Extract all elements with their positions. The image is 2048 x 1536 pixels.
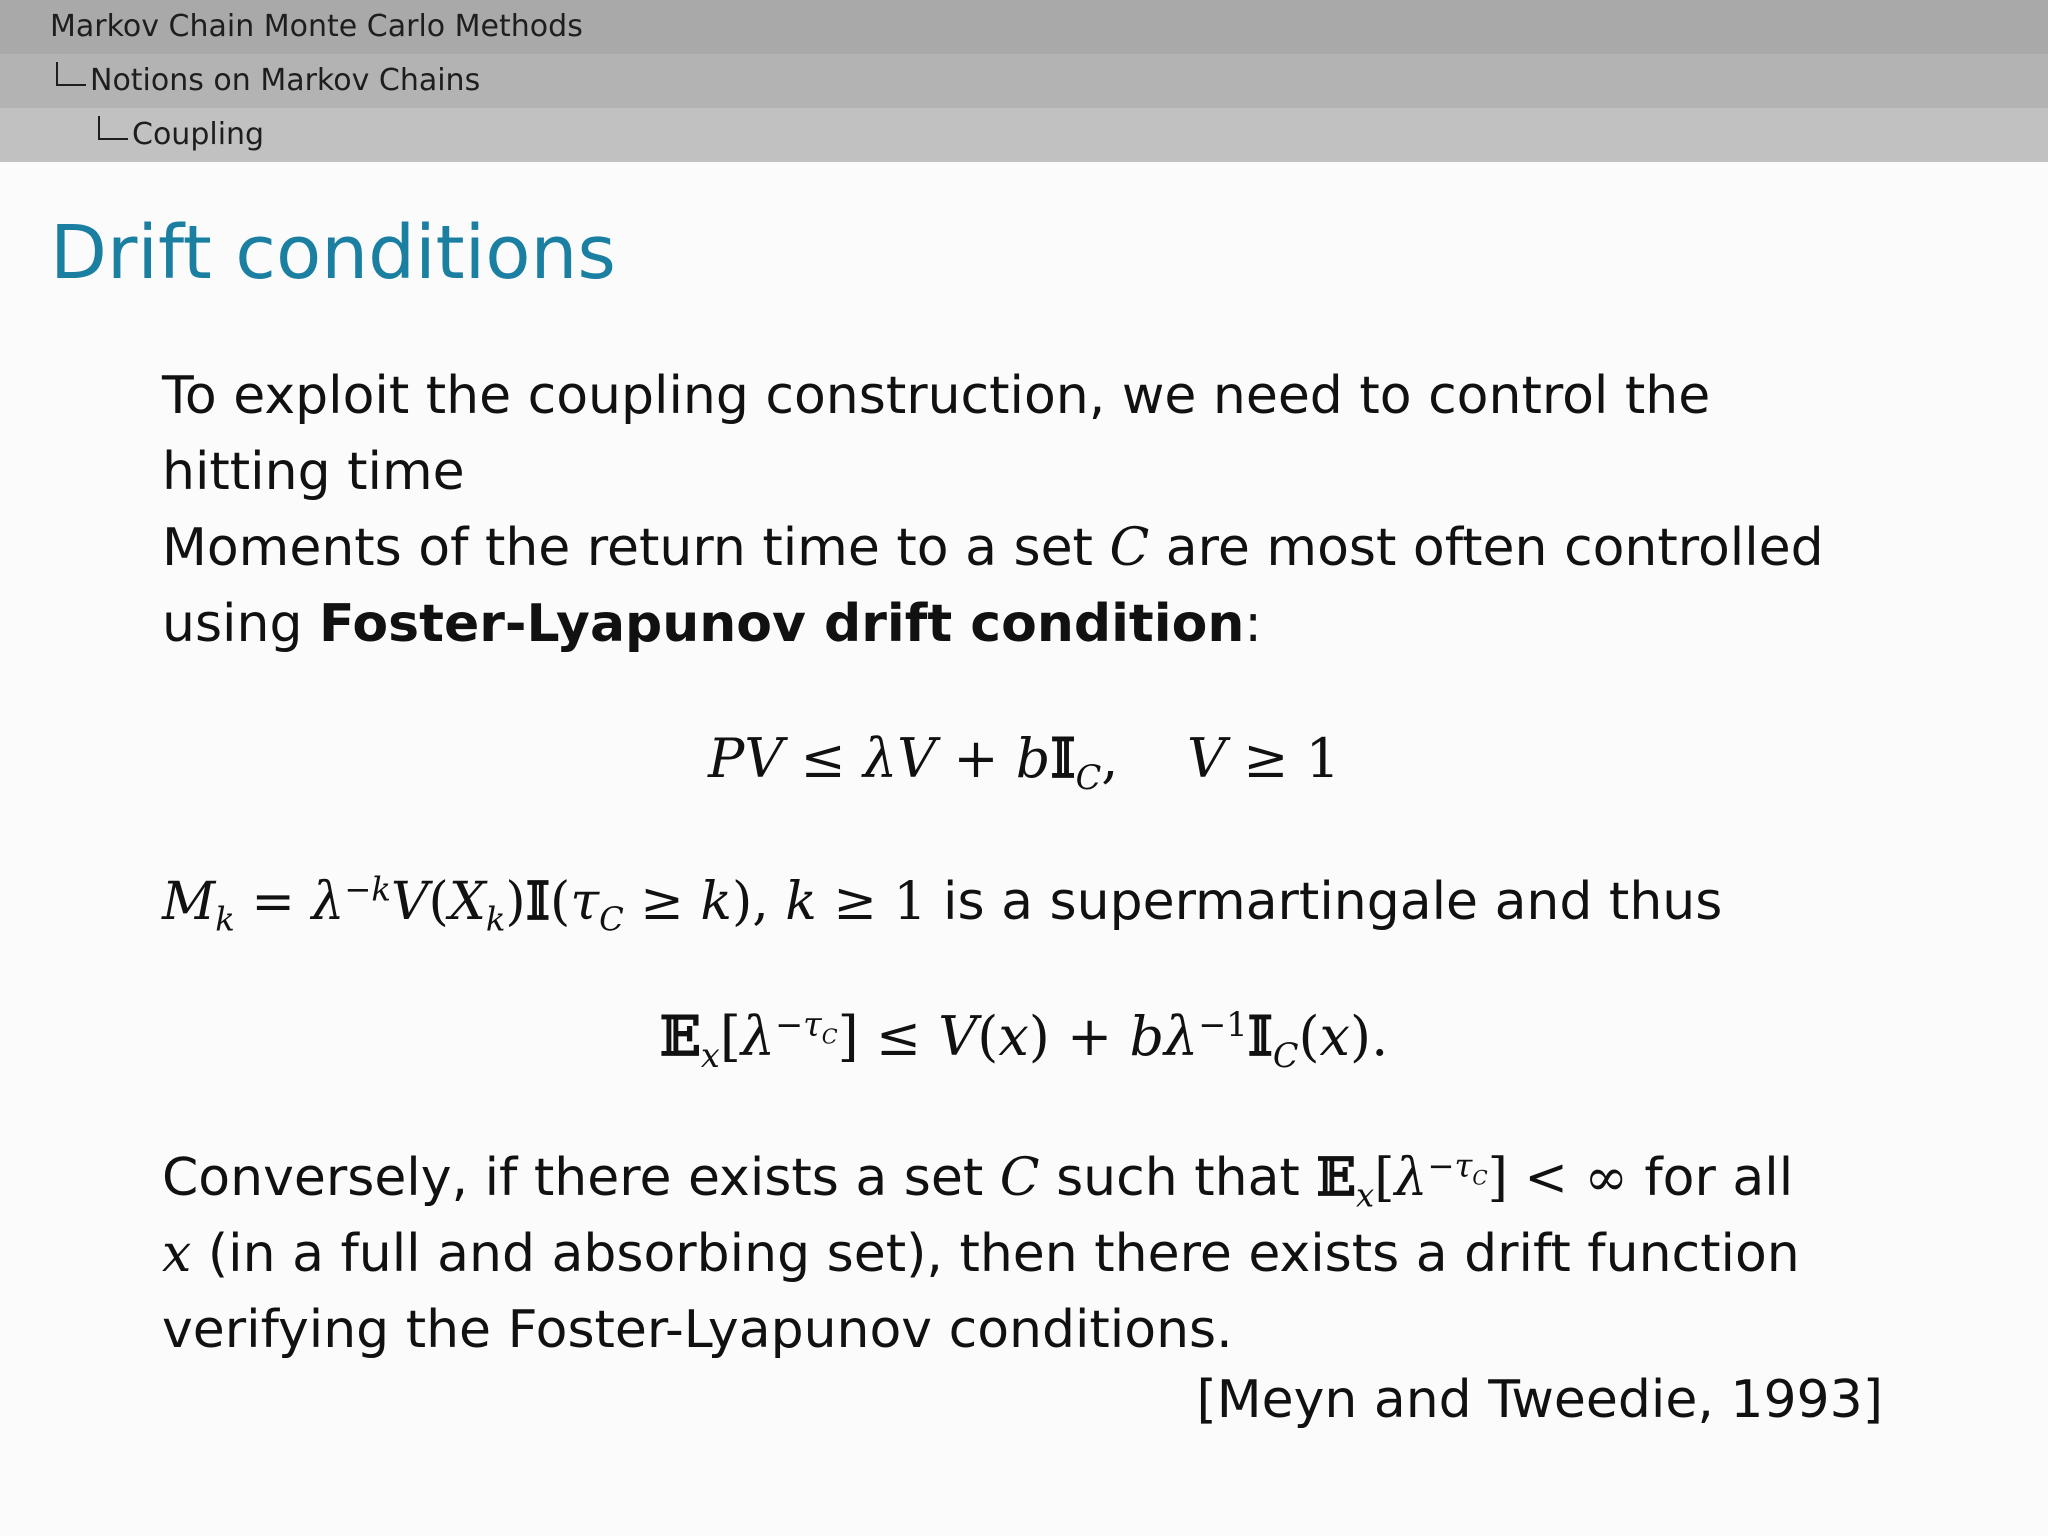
supermartingale-text: is a supermartingale and thus	[926, 872, 1723, 932]
math-Mk: $M_k$ = $\lambda^{-k}V(X_k)𝕀(\tau_C \ge k)$, k ≥ 1	[162, 870, 927, 939]
paragraph-conversely	[162, 1140, 1882, 1368]
breadcrumb-level1	[0, 0, 2048, 54]
paragraph-moments	[162, 510, 1882, 662]
paragraph-moments-colon: :	[1244, 594, 1262, 654]
breadcrumb-level1-label: Markov Chain Monte Carlo Methods	[50, 9, 583, 44]
tree-corner-icon	[98, 116, 128, 140]
citation: [Meyn and Tweedie, 1993]	[1196, 1370, 1883, 1430]
paragraph-supermartingale	[162, 864, 1962, 940]
math-C: C	[1109, 518, 1150, 578]
conversely-text-d: (in a full and absorbing set), then there exists a drift function verifying the Foster-Lyapunov conditions.	[162, 1224, 1800, 1360]
equation-expectation: $𝔼_x[\lambda^{-\tau_C}] \le V(x)$ + $b\lambda^{-1}𝕀_C(x)$.	[659, 1004, 1389, 1075]
breadcrumb-level2	[0, 54, 2048, 108]
equation-drift: PV ≤ λV + b𝕀$_C$, V ≥ 1	[708, 726, 1340, 797]
foster-lyapunov-bold: Foster-Lyapunov drift condition	[319, 594, 1245, 654]
math-expectation-inline: $𝔼_x[\lambda^{-\tau_C}]$ < ∞	[1316, 1146, 1628, 1215]
conversely-text-b: such that	[1039, 1148, 1317, 1208]
paragraph-hitting-time: To exploit the coupling construction, we need to control the hitting time	[162, 366, 1711, 502]
math-x: x	[162, 1224, 192, 1284]
tree-corner-icon	[56, 62, 86, 86]
conversely-text-c: for all	[1627, 1148, 1794, 1208]
breadcrumb-level2-label: Notions on Markov Chains	[90, 63, 481, 98]
slide-title: Drift conditions	[50, 210, 616, 296]
paragraph-moments-text: Moments of the return time to a set	[162, 518, 1110, 578]
conversely-text-a: Conversely, if there exists a set	[162, 1148, 1000, 1208]
paragraph-moments-text2: are most often controlled using	[162, 518, 1824, 654]
math-C: C	[999, 1148, 1040, 1208]
breadcrumb-level3	[0, 108, 2048, 162]
breadcrumb-level3-label: Coupling	[132, 117, 265, 152]
